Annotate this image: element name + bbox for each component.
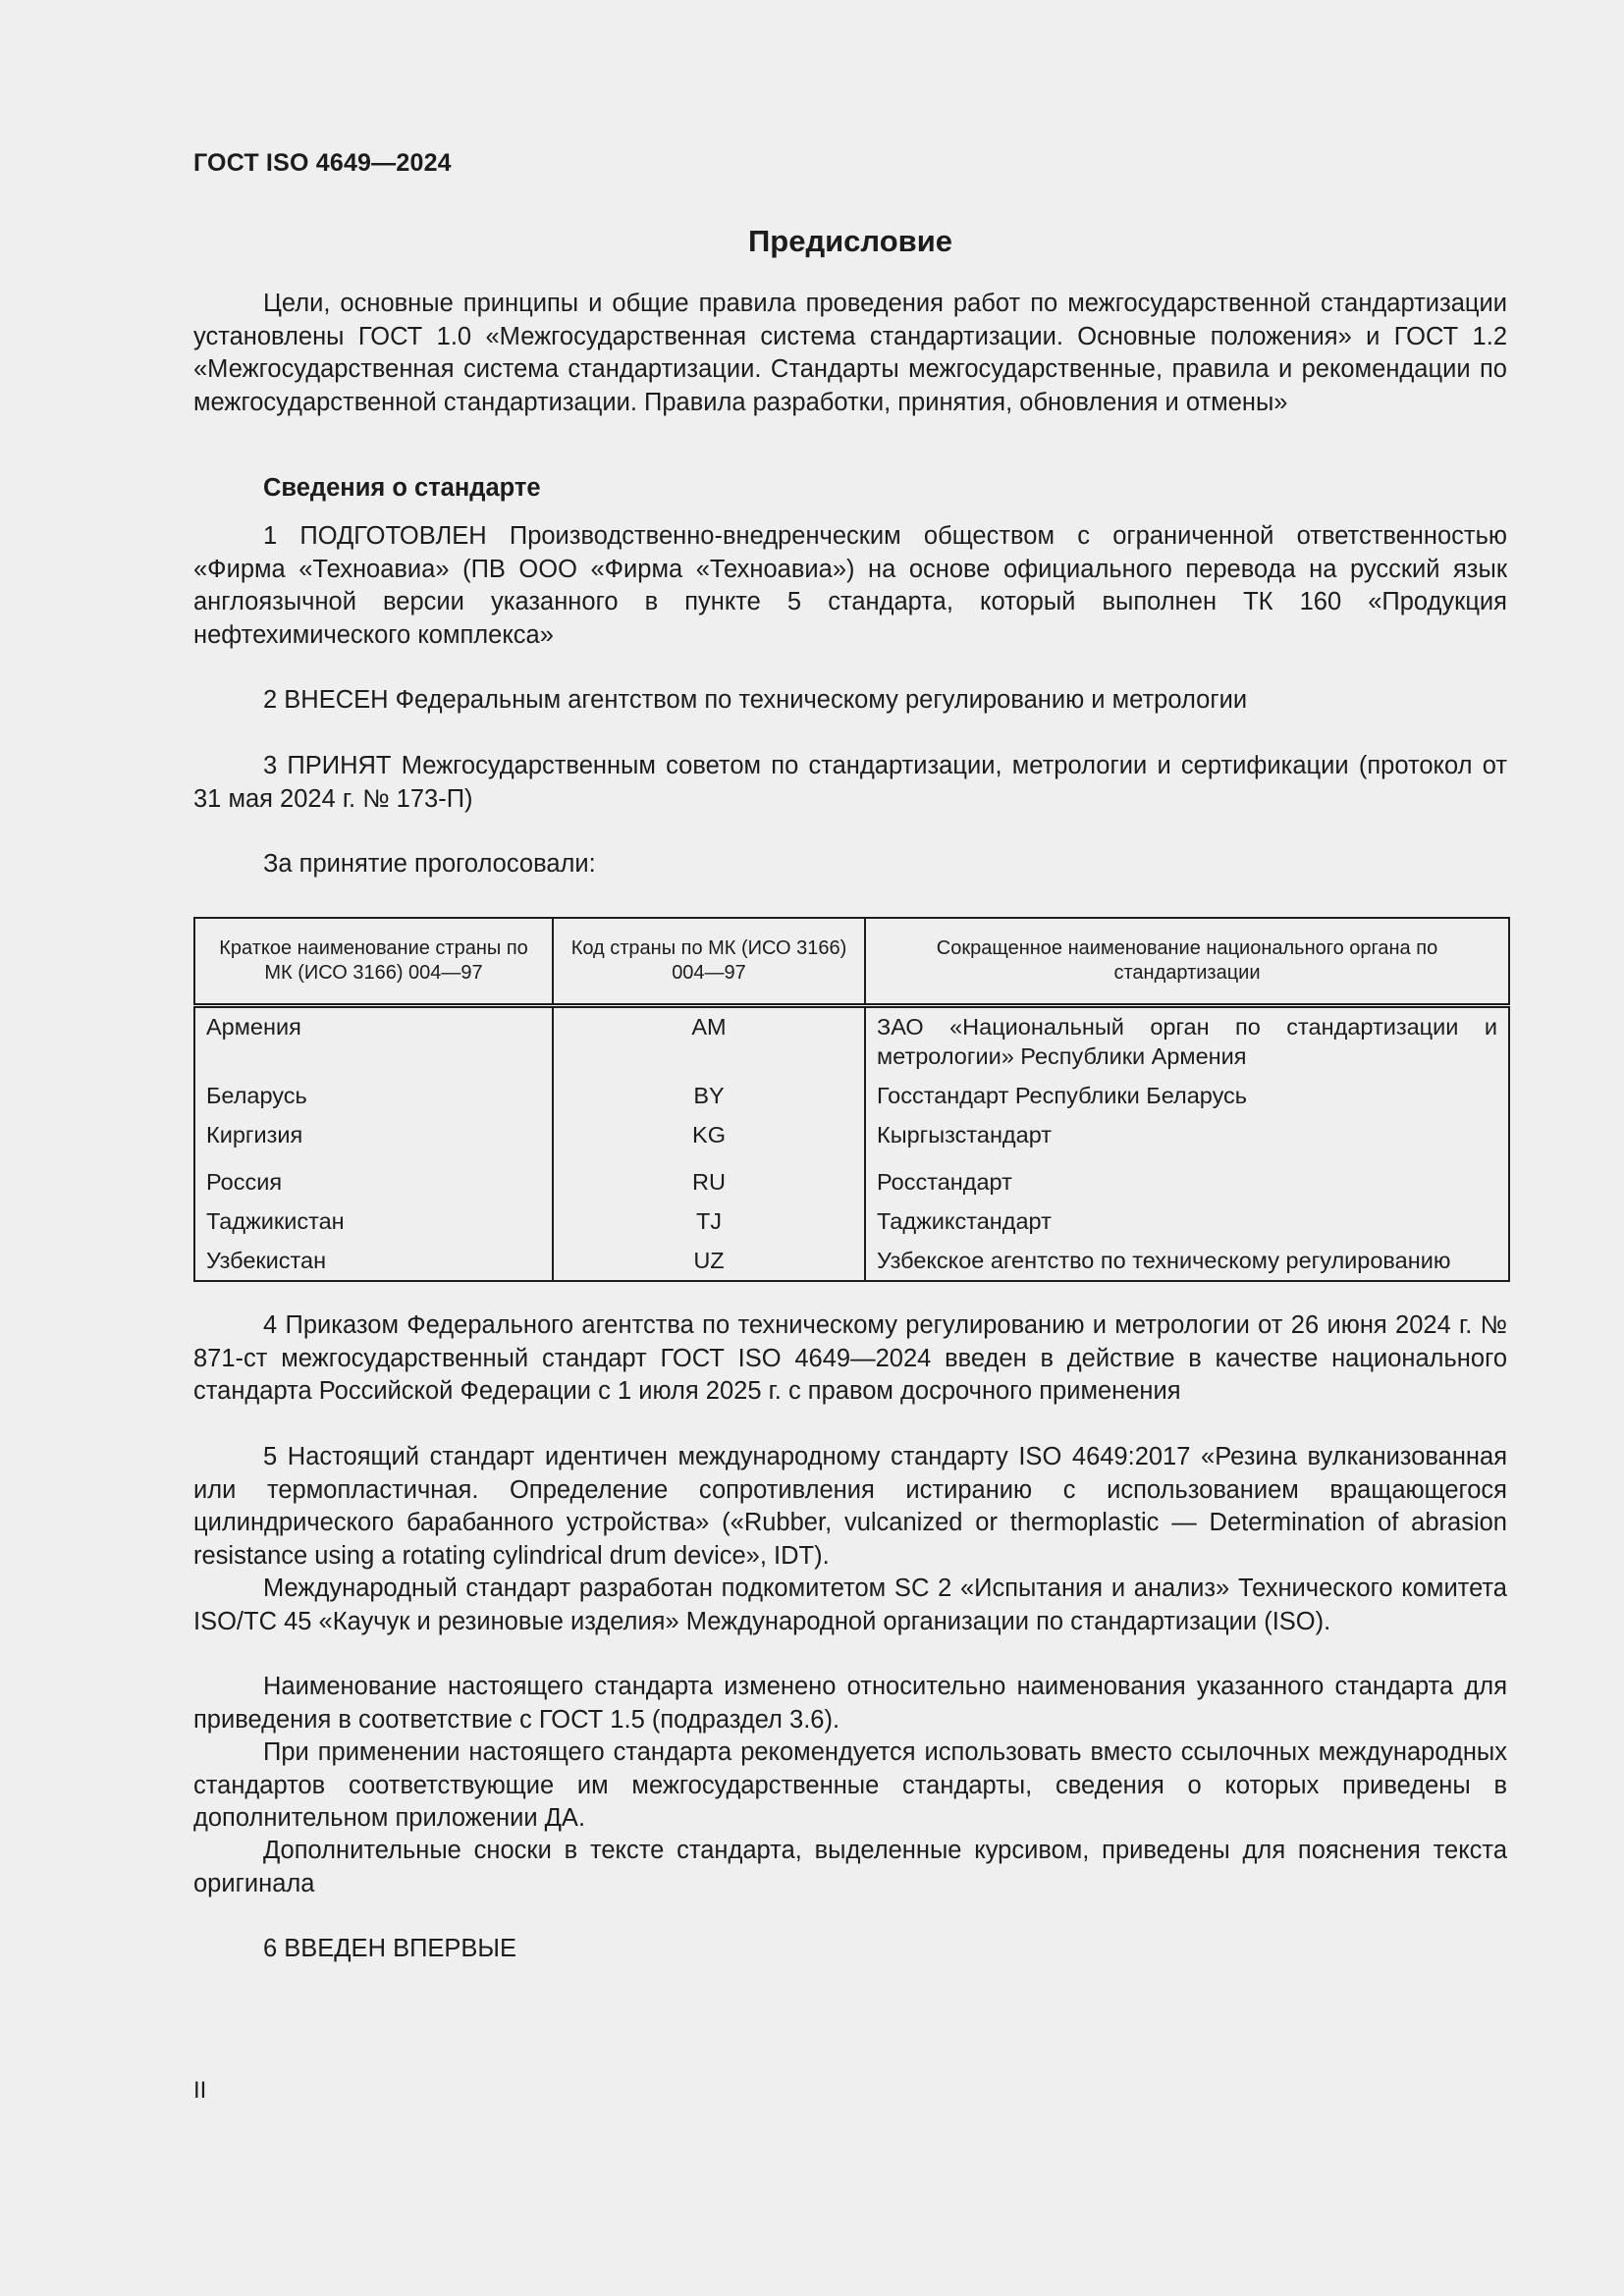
table-row xyxy=(194,1116,1509,1163)
table-row xyxy=(194,1163,1509,1202)
intro-paragraph: Цели, основные принципы и общие правила проведения работ по межгосударственной стандартизации установлены ГОСТ 1.0 «Межгосударственная система стандартизации. Основные положения» и ГОСТ 1.2 «Межгосударственная система стандартизации. Стандарты межгосударственные, правила и рекомендации по межгосударственной стандартизации. Правила разработки, принятия, обновления и отмены» xyxy=(193,290,1507,416)
cell-code: BY xyxy=(553,1077,865,1116)
item-6-first-introduced: 6 ВВЕДЕН ВПЕРВЫЕ xyxy=(263,1935,517,1962)
item-1-prepared: 1 ПОДГОТОВЛЕН Производственно-внедренческим обществом с ограниченной ответственностью «Фирма «Техноавиа» (ПВ ООО «Фирма «Техноавиа») на основе официального перевода на русский язык англоязычной версии указанного в пункте 5 стандарта, который выполнен ТК 160 «Продукция нефтехимического комплекса» xyxy=(193,522,1507,649)
table-row xyxy=(194,1077,1509,1116)
header-country: Краткое наименование страны по МК (ИСО 3166) 004—97 xyxy=(194,918,553,1006)
item-5-name-change: Наименование настоящего стандарта изменено относительно наименования указанного стандарта для приведения в соответствие с ГОСТ 1.5 (подраздел 3.6). xyxy=(193,1673,1507,1734)
item-5-developer: Международный стандарт разработан подкомитетом SC 2 «Испытания и анализ» Технического комитета ISO/TC 45 «Каучук и резиновые изделия» Международной организации по стандартизации (ISO). xyxy=(193,1575,1507,1635)
cell-org: Узбекское агентство по техническому регулированию xyxy=(865,1242,1509,1281)
cell-country: Россия xyxy=(194,1163,553,1202)
header-org: Сокращенное наименование национального органа по стандартизации xyxy=(865,918,1509,1006)
page-title: Предисловие xyxy=(747,224,952,258)
cell-org: Росстандарт xyxy=(865,1163,1509,1202)
cell-code: RU xyxy=(553,1163,865,1202)
table-header-row xyxy=(194,918,1509,1006)
item-4-order: 4 Приказом Федерального агентства по техническому регулированию и метрологии от 26 июня 2024 г. № 871-ст межгосударственный стандарт ГОСТ ISO 4649—2024 введен в действие в качестве национального стандарта Российской Федерации с 1 июля 2025 г. с правом досрочного применения xyxy=(193,1311,1507,1405)
cell-country: Армения xyxy=(194,1006,553,1077)
document-code: ГОСТ ISO 4649—2024 xyxy=(193,149,452,177)
cell-code: UZ xyxy=(553,1242,865,1281)
item-5-identity: 5 Настоящий стандарт идентичен международному стандарту ISO 4649:2017 «Резина вулканизованная или термопластичная. Определение сопротивления истиранию с использованием вращающегося цилиндрического барабанного устройства» («Rubber, vulcanized or thermoplastic — Determination of abrasion resistance using a rotating cylindrical drum device», IDT). xyxy=(193,1443,1507,1570)
item-5-references: При применении настоящего стандарта рекомендуется использовать вместо ссылочных международных стандартов соответствующие им межгосударственные стандарты, сведения о которых приведены в дополнительном приложении ДА. xyxy=(193,1738,1507,1832)
member-states-table xyxy=(193,917,1510,1282)
cell-code: AM xyxy=(553,1006,865,1077)
cell-code: KG xyxy=(553,1116,865,1163)
table-row xyxy=(194,1242,1509,1281)
header-code: Код страны по МК (ИСО 3166) 004—97 xyxy=(553,918,865,1006)
cell-org: Кыргызстандарт xyxy=(865,1116,1509,1163)
cell-country: Узбекистан xyxy=(194,1242,553,1281)
cell-org: ЗАО «Национальный орган по стандартизации и метрологии» Республики Армения xyxy=(865,1006,1509,1077)
cell-country: Киргизия xyxy=(194,1116,553,1163)
page-number: II xyxy=(193,2077,207,2104)
cell-country: Беларусь xyxy=(194,1077,553,1116)
section-subheading: Сведения о стандарте xyxy=(263,474,541,502)
table-row xyxy=(194,1202,1509,1242)
cell-org: Таджикстандарт xyxy=(865,1202,1509,1242)
voted-label: За принятие проголосовали: xyxy=(263,850,596,878)
item-3-adopted: 3 ПРИНЯТ Межгосударственным советом по стандартизации, метрологии и сертификации (протокол от 31 мая 2024 г. № 173-П) xyxy=(193,752,1507,813)
cell-code: TJ xyxy=(553,1202,865,1242)
item-5-footnotes: Дополнительные сноски в тексте стандарта, выделенные курсивом, приведены для пояснения текста оригинала xyxy=(193,1837,1507,1897)
cell-org: Госстандарт Республики Беларусь xyxy=(865,1077,1509,1116)
table-row xyxy=(194,1006,1509,1077)
item-2-introduced: 2 ВНЕСЕН Федеральным агентством по техническому регулированию и метрологии xyxy=(263,686,1248,714)
cell-country: Таджикистан xyxy=(194,1202,553,1242)
